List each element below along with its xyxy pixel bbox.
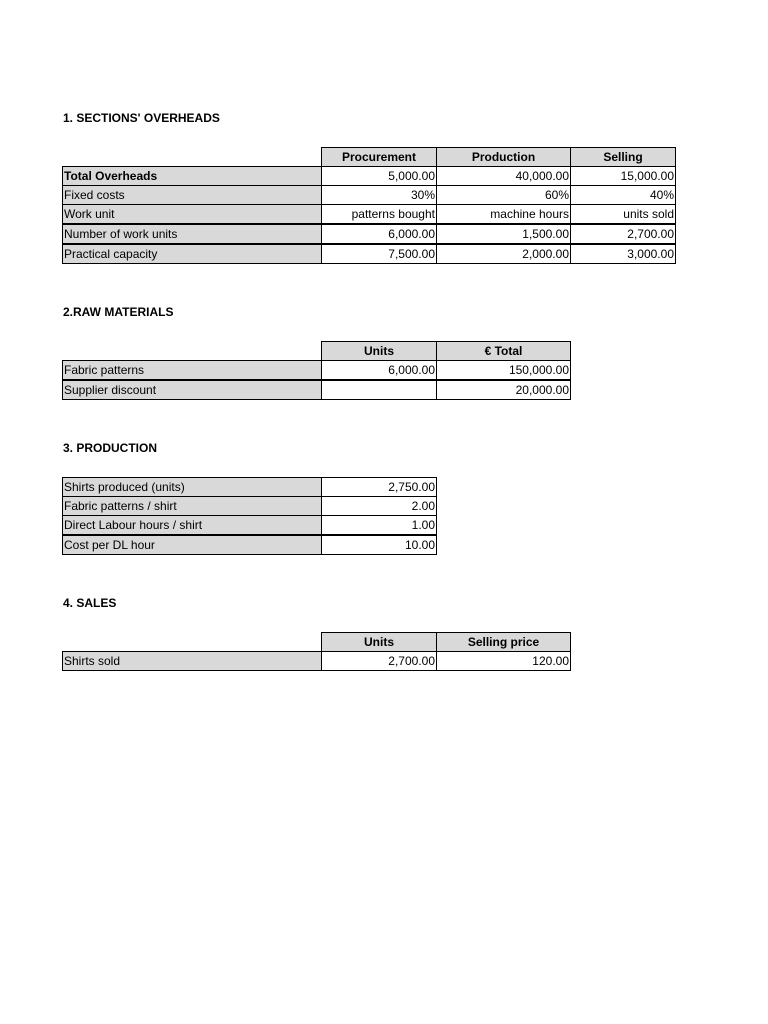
cell-fabric-patterns-units: 6,000.00	[321, 360, 437, 380]
cell-total-overheads-selling: 15,000.00	[570, 166, 676, 186]
cell-capacity-procurement: 7,500.00	[321, 244, 437, 264]
cell-shirts-sold-price: 120.00	[436, 651, 571, 671]
cell-capacity-production: 2,000.00	[436, 244, 571, 264]
cell-fabric-patterns-total: 150,000.00	[436, 360, 571, 380]
cell-work-units-selling: 2,700.00	[570, 224, 676, 244]
cell-fixed-costs-procurement: 30%	[321, 185, 437, 205]
col-header-units: Units	[321, 341, 437, 361]
row-label-fixed-costs: Fixed costs	[62, 185, 322, 205]
row-label-shirts-sold: Shirts sold	[62, 651, 322, 671]
section-title-overheads: 1. SECTIONS' OVERHEADS	[63, 111, 220, 125]
row-label-number-of-work-units: Number of work units	[62, 224, 322, 244]
cell-fixed-costs-selling: 40%	[570, 185, 676, 205]
row-label-fabric-patterns: Fabric patterns	[62, 360, 322, 380]
cell-work-unit-procurement: patterns bought	[321, 204, 437, 224]
section-title-sales: 4. SALES	[63, 596, 117, 610]
section-title-production: 3. PRODUCTION	[63, 441, 158, 455]
row-label-dl-hours-per-shirt: Direct Labour hours / shirt	[62, 515, 322, 535]
row-label-work-unit: Work unit	[62, 204, 322, 224]
cell-work-units-production: 1,500.00	[436, 224, 571, 244]
col-header-euro-total: € Total	[436, 341, 571, 361]
row-label-shirts-produced: Shirts produced (units)	[62, 477, 322, 497]
cell-supplier-discount-units	[321, 380, 437, 400]
cell-work-unit-selling: units sold	[570, 204, 676, 224]
cell-total-overheads-procurement: 5,000.00	[321, 166, 437, 186]
row-label-practical-capacity: Practical capacity	[62, 244, 322, 264]
row-label-total-overheads: Total Overheads	[62, 166, 322, 186]
cell-work-units-procurement: 6,000.00	[321, 224, 437, 244]
cell-supplier-discount-total: 20,000.00	[436, 380, 571, 400]
cell-shirts-sold-units: 2,700.00	[321, 651, 437, 671]
cell-cost-per-dl-hour: 10.00	[321, 535, 437, 555]
cell-fixed-costs-production: 60%	[436, 185, 571, 205]
col-header-selling: Selling	[570, 147, 676, 167]
row-label-cost-per-dl-hour: Cost per DL hour	[62, 535, 322, 555]
cell-capacity-selling: 3,000.00	[570, 244, 676, 264]
cell-shirts-produced: 2,750.00	[321, 477, 437, 497]
row-label-fabric-patterns-per-shirt: Fabric patterns / shirt	[62, 496, 322, 516]
col-header-production: Production	[436, 147, 571, 167]
cell-fabric-patterns-per-shirt: 2.00	[321, 496, 437, 516]
cell-dl-hours-per-shirt: 1.00	[321, 515, 437, 535]
cell-total-overheads-production: 40,000.00	[436, 166, 571, 186]
col-header-sales-units: Units	[321, 632, 437, 652]
cell-work-unit-production: machine hours	[436, 204, 571, 224]
section-title-raw-materials: 2.RAW MATERIALS	[63, 305, 174, 319]
col-header-selling-price: Selling price	[436, 632, 571, 652]
col-header-procurement: Procurement	[321, 147, 437, 167]
row-label-supplier-discount: Supplier discount	[62, 380, 322, 400]
